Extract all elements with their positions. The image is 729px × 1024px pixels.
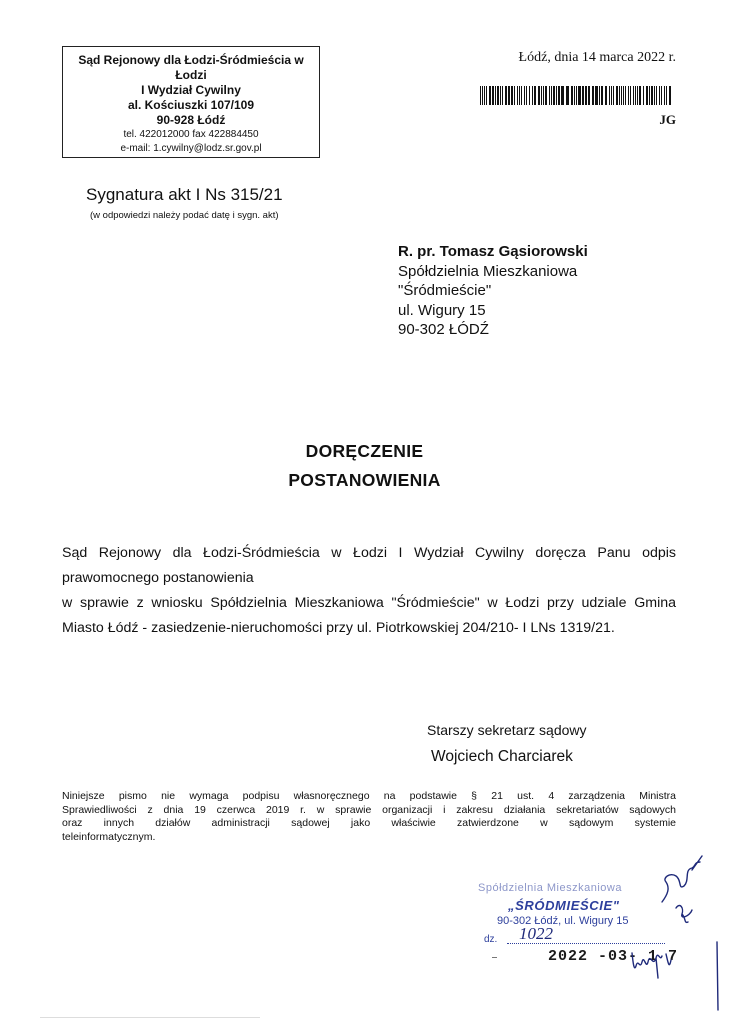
addressee-city: 90-302 ŁÓDŹ (398, 321, 489, 338)
court-phone-fax: tel. 422012000 fax 422884450 (123, 129, 259, 140)
case-signature-note: (w odpowiedzi należy podać datę i sygn. akt) (90, 210, 279, 221)
addressee-street: ul. Wigury 15 (398, 301, 486, 319)
title-line1: DORĘCZENIE (305, 441, 424, 461)
stamp-date: 2022 -03- 1 7 (548, 948, 679, 965)
addressee-line2: "Śródmieście" (398, 282, 492, 299)
stamp-dz-label: dz. (484, 934, 498, 945)
stamp-line1: Spółdzielnia Mieszkaniowa (478, 882, 622, 894)
legal-note-line1: Niniejsze pismo nie wymaga podpisu własnoręcznego na podstawie § 21 ust. 4 zarządzenia Ministra (62, 790, 676, 802)
court-name-line1: Sąd Rejonowy dla Łodzi-Śródmieścia w (78, 53, 304, 67)
legal-note-line4: teleinformatycznym. (62, 830, 156, 843)
legal-note (62, 790, 676, 844)
date-line: Łódź, dnia 14 marca 2022 r. (518, 50, 676, 65)
stamp-line2: „ŚRÓDMIEŚCIE" (508, 898, 620, 913)
legal-note-line3: oraz innych działów administracji sądowej jako właściwie zatwierdzone w sądowym systemie (62, 817, 676, 829)
title-line2: POSTANOWIENIA (288, 470, 441, 490)
addressee-name: R. pr. Tomasz Gąsiorowski (398, 243, 588, 260)
stamp-line3: 90-302 Łódź, ul. Wigury 15 (497, 915, 629, 927)
bottom-rule (40, 1017, 260, 1018)
secretary-name: Wojciech Charciarek (431, 748, 573, 765)
body-line2: prawomocnego postanowienia (62, 570, 254, 586)
court-email: e-mail: 1.cywilny@lodz.sr.gov.pl (120, 143, 262, 154)
addressee-block (398, 242, 588, 340)
body-text (62, 541, 676, 641)
handwritten-dz-number: 1022 (519, 924, 553, 943)
secretary-title: Starszy sekretarz sądowy (427, 722, 587, 738)
body-line4: Miasto Łódź - zasiedzenie-nieruchomości przy ul. Piotrkowskiej 204/210- I LNs 1319/21. (62, 620, 615, 636)
case-signature: Sygnatura akt I Ns 315/21 (86, 185, 283, 204)
court-city: 90-928 Łódź (156, 113, 226, 127)
body-line1: Sąd Rejonowy dla Łodzi-Śródmieścia w Łodzi I Wydział Cywilny doręcza Panu odpis (62, 545, 676, 561)
court-street: al. Kościuszki 107/109 (127, 98, 255, 112)
court-name-line2: Łodzi (175, 68, 207, 82)
court-department: I Wydział Cywilny (141, 83, 241, 97)
document-title (0, 437, 729, 495)
court-header-box (62, 46, 320, 158)
addressee-line1: Spółdzielnia Mieszkaniowa (398, 262, 578, 280)
clerk-initials: JG (659, 112, 676, 127)
barcode-image (480, 86, 672, 105)
handwritten-signature-image (470, 850, 729, 1024)
legal-note-line2: Sprawiedliwości z dnia 19 czerwca 2019 r. w sprawie organizacji i zakresu działania sekretariatów sądowych (62, 803, 676, 816)
body-line3: w sprawie z wniosku Spółdzielnia Mieszkaniowa "Śródmieście" w Łodzi przy udziale Gmina (62, 595, 676, 611)
